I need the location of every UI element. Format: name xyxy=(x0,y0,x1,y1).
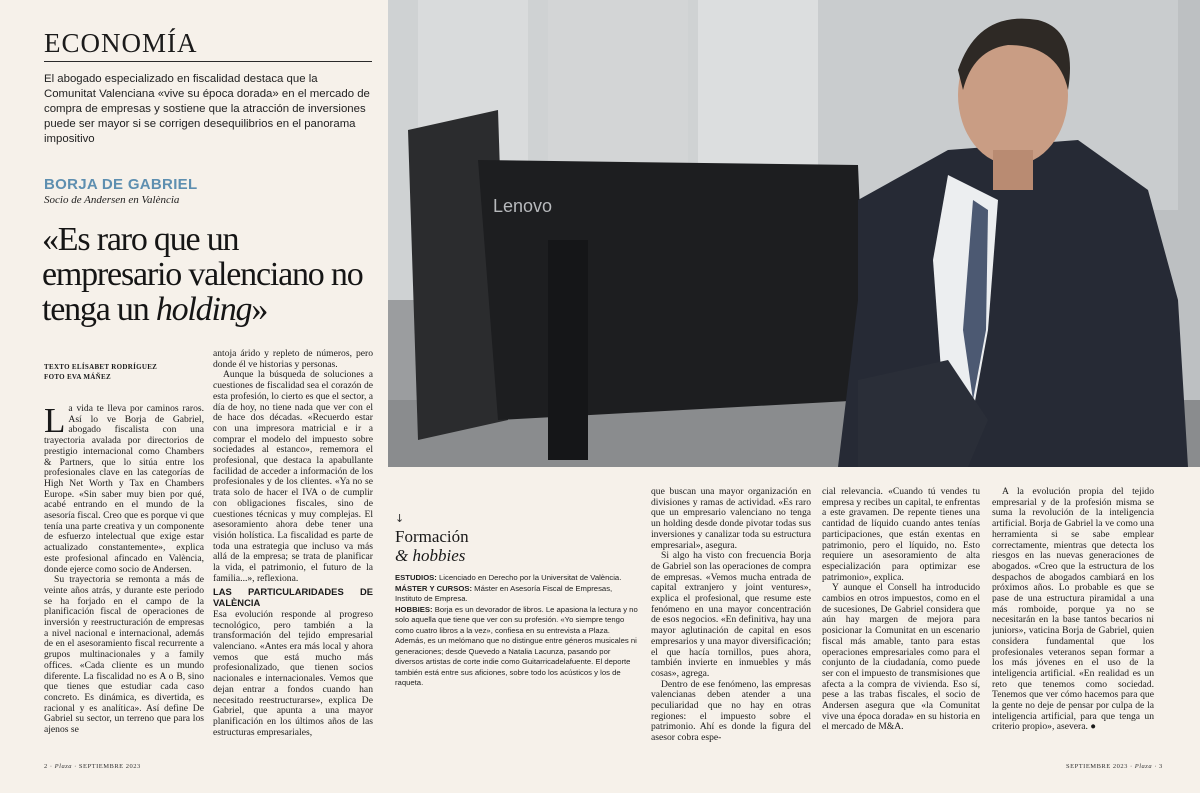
col2-paragraph-3: Esa evolución responde al progreso tecnológico, pero también a la transformación del tejido empresarial valenciano. «Antes era más local y ahora vemos que está mucho más profesionalizado, que tienen socios nacionales e internacionales. Vemos que dejan entrar a fondos cuando han necesitado reestructurarse», explica De Gabriel, que apunta a una mayor planificación en los últimos años de las estructuras empresariales, xyxy=(213,608,373,738)
col3-paragraph-2: Si algo ha visto con frecuencia Borja de Gabriel son las operaciones de compra de empresas. «Vemos mucha entrada de capital extranjero y joint ventures», explica el profesional, que resume este fenómeno en una mayor concentración de esos negocios. «En definitiva, hay una mayor aglutinación de capital en esos empresarios y una mayor diversificación; el que hacía tornillos, pues ahora, también invierte en inmuebles y más cosas», agrega. xyxy=(651,550,811,679)
col3-paragraph-1: que buscan una mayor organización en divisiones y ramas de actividad. «Es raro que un empresario valenciano no tenga un holding desde donde pivotar todas sus inversiones y canalizar toda su estructura empresarial», asegura. xyxy=(651,487,811,551)
folio-left-num: 2 xyxy=(44,763,48,770)
col2-paragraph-1: antoja árido y repleto de números, pero donde él ve historias y personas. xyxy=(213,349,373,370)
arrow-down-icon: ↓ xyxy=(395,512,405,525)
credit-text: TEXTO ELÍSABET RODRÍGUEZ xyxy=(44,363,158,371)
lede: El abogado especializado en fiscalidad destaca que la Comunitat Valenciana «vive su época dorada» en el mercado de compra de empresas y sostiene que la atracción de inversiones puede ser mayor si se corrigen desequilibrios en el panorama impositivo xyxy=(44,73,370,145)
column-4 xyxy=(822,487,980,755)
col3-paragraph-3: Dentro de ese fenómeno, las empresas valencianas deben atender a una peculiaridad que no hay en otras regiones: el impuesto sobre el patrimonio. Ahí es donde la figura del asesor cobra espe- xyxy=(651,678,811,744)
col1-paragraph-2: Su trayectoria se remonta a más de veinte años atrás, y durante este periodo se ha forjado en el campo de la planificación fiscal de operaciones de inversión y reestructuración de empresas a nivel nacional e internacional, además de en el asesoramiento fiscal recurrente a grupos multinacionales y a family offices. «Cada cliente es un mundo diferente. La fiscalidad no es A o B, sino que tienes que estudiar cada caso concreto. Es dinámica, es divertida, es racional y es analítica». Así define De Gabriel su sector, un terreno que para los ajenos se xyxy=(44,574,204,736)
folio-right-date: SEPTIEMBRE 2023 xyxy=(1066,763,1128,770)
portrait-photo xyxy=(388,0,1200,467)
folio-left-mag: Plaza xyxy=(54,763,72,770)
col2-paragraph-2: Aunque la búsqueda de soluciones a cuestiones de fiscalidad sea el corazón de esta profesión, lo cierto es que el sector, a día de hoy, no tiene nada que ver con el de hace dos décadas. «Recuerdo estar con una impresora matricial e ir a comprar el modelo del impuesto sobre sociedades al estanco», rememora el profesional, que destaca la apabullante facilidad de acceder a información de los profesionales y de los clientes. «Ya no se trata solo de hacer el IVA o de cumplir con obligaciones fiscales, sino de cuestiones técnicas y muy complejas. El asesoramiento ahora debe tener una visión holística. La fiscalidad es parte de toda una estrategia que incluso va más allá de la empresa; se trata de planificar la vida, el patrimonio, el futuro de la familia...», reflexiona. xyxy=(213,369,373,584)
column-5 xyxy=(992,487,1154,755)
master-label: MÁSTER Y CURSOS: xyxy=(395,583,473,593)
folio-left-date: SEPTIEMBRE 2023 xyxy=(78,763,141,770)
sidebox-title xyxy=(395,527,640,565)
interviewee-name: BORJA DE GABRIEL xyxy=(44,176,198,193)
headline-italic: holding xyxy=(155,291,252,328)
credit-photo: FOTO EVA MÁÑEZ xyxy=(44,373,111,381)
sidebox-text xyxy=(395,573,640,689)
master-text: Máster en Asesoría Fiscal de Empresas, Instituto de Empresa. xyxy=(395,583,613,603)
sidebox-title-1: Formación xyxy=(395,527,469,546)
col4-paragraph-1: cial relevancia. «Cuando tú vendes tu empresa y recibes un capital, te enfrentas a este gravamen. De repente tienes una cantidad de líquido cuando antes tenías participaciones, que están exentas en patrimonio, pero el líquido, no. Esto requiere un asesoramiento de alta especialización para optimizar ese patrimonio», explica. xyxy=(822,487,980,583)
headline-part1: «Es raro que un empresario valenciano no tenga un xyxy=(42,221,363,328)
dropcap: L xyxy=(44,404,66,440)
column-3 xyxy=(651,487,811,755)
column-1 xyxy=(44,404,204,754)
monitor-brand: Lenovo xyxy=(493,196,553,216)
folio-right: SEPTIEMBRE 2023 · Plaza · 3 xyxy=(1066,763,1163,770)
hobbies-text: Borja es un devorador de libros. Le apasiona la lectura y no solo aquella que tiene que ver con su profesión. «Yo siempre tengo como cuatro libros a la vez», confiesa en su entrevista a Plaza. Además, es un melómano que no distingue entre géneros musicales ni generaciones; desde Quevedo a Natalia Lacunza, pasando por diversos artistas de corte indie como Guitarricadelafuente. El deporte también está entre sus aficiones, sobre todo los acústicos y los de raqueta. xyxy=(395,604,638,687)
estudios-text: Licenciado en Derecho por la Universitat de València. xyxy=(439,573,622,582)
col5-paragraph-1: A la evolución propia del tejido empresarial y de la profesión misma se suma la revolución de la inteligencia artificial. Borja de Gabriel la ve como una herramienta si se sabe emplear correctamente, mientras que detecta los riesgos en las nuevas generaciones de abogados. «Creo que la estructura de los despachos de abogados cambiará en los próximos años. Lo probable es que se pase de una estructura piramidal a una más romboide, porque ya no se necesitarán en la base tantos becarios ni juniors», vaticina Borja de Gabriel, quien considera fundamental que los profesionales veteranos sepan formar a los más jóvenes en el uso de la inteligencia artificial. «En realidad es un reto que tenemos como sociedad. Tenemos que ver cómo hacemos para que la gente no deje de pensar por culpa de la inteligencia artificial, para que tenga un criterio propio», asevera. ● xyxy=(992,487,1154,733)
training-hobbies-box xyxy=(395,512,640,689)
column-2 xyxy=(213,349,373,754)
estudios-label: ESTUDIOS: xyxy=(395,573,437,582)
sidebox-title-2: & hobbies xyxy=(395,546,466,565)
section-rule xyxy=(44,61,372,62)
credits xyxy=(44,362,157,382)
section-title: ECONOMÍA xyxy=(44,28,198,58)
folio-right-num: 3 xyxy=(1159,763,1163,770)
col4-paragraph-2: Y aunque el Consell ha introducido cambios en otros impuestos, como en el de sucesiones, De Gabriel considera que aún hay margen de mejora para posicionar la Comunitat en un escenario fiscal más amable, tanto para estas operaciones empresariales como para el conjunto de la ciudadanía, como puede ser con el impuesto de transmisiones que afecta a la compra de vivienda. Eso sí, pese a las trabas fiscales, el socio de Andersen asegura que «la Comunitat vive una época dorada» en su historia en el mercado de M&A. xyxy=(822,582,980,733)
hobbies-label: HOBBIES: xyxy=(395,604,433,614)
headline-part2: » xyxy=(251,291,268,328)
folio-left: 2 · Plaza · SEPTIEMBRE 2023 xyxy=(44,763,141,770)
headline xyxy=(42,222,382,327)
folio-right-mag: Plaza xyxy=(1134,763,1153,770)
col2-subheading: LAS PARTICULARIDADES DE VALÈNCIA xyxy=(213,586,373,609)
office-scene xyxy=(388,0,1200,467)
interviewee-role: Socio de Andersen en València xyxy=(44,194,180,206)
col1-paragraph-1: La vida te lleva por caminos raros. Así lo ve Borja de Gabriel, abogado fiscalista con una trayectoria avalada por directorios de prestigio internacional como Chambers & Partners, que lo sitúa entre los profesionales clave en las categorías de High Net Worth y Tax en Chambers Europe. «Sin saber muy bien por qué, acabé entrando en el mundo de la asesoría fiscal. Creo que es porque vi que tenía una parte creativa y un componente de esfuerzo intelectual que exige estar actualizado constantemente», explica este profesional afincado en València, donde ejerce como socio de Andersen. xyxy=(44,404,204,575)
